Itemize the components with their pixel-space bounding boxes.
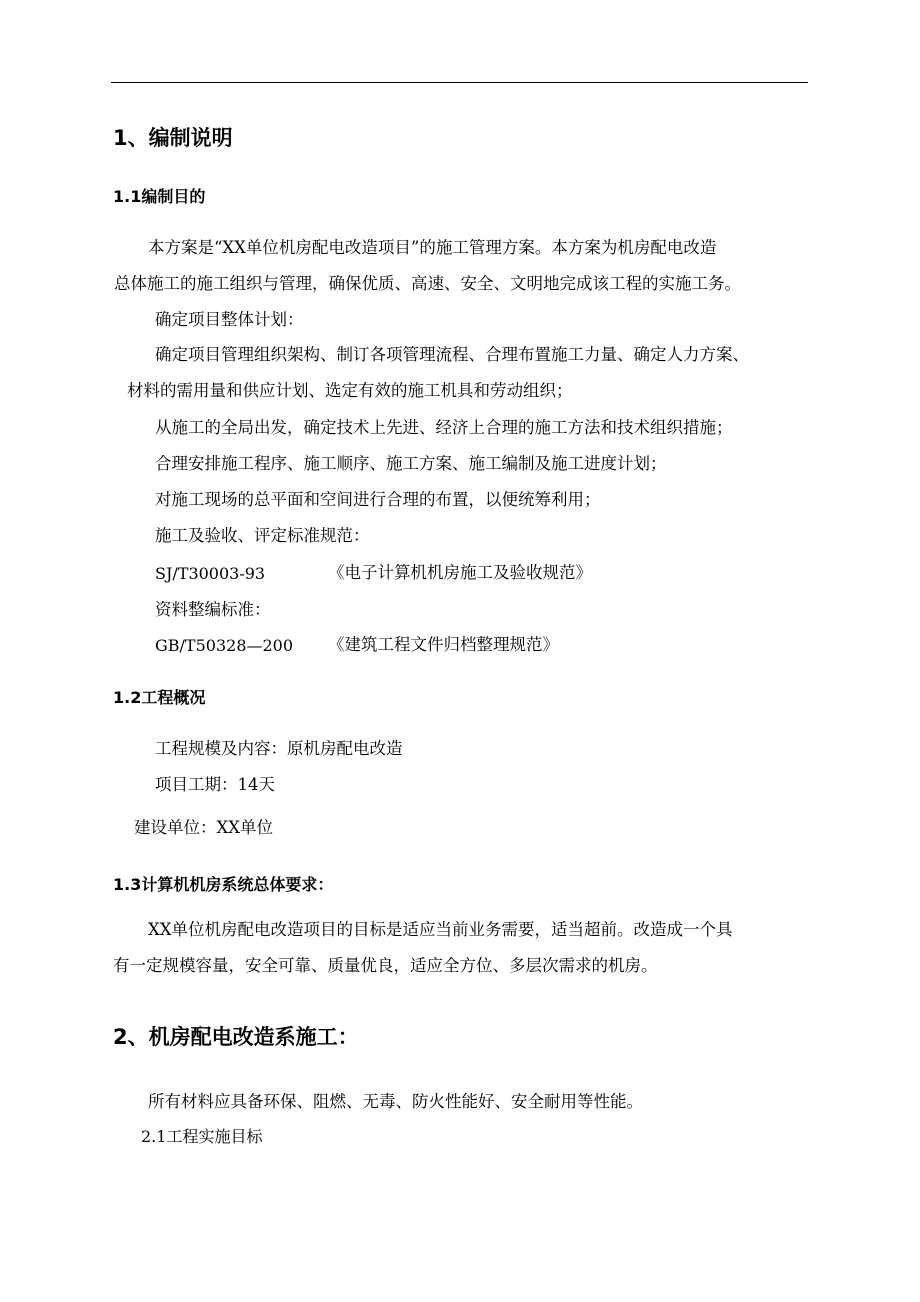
requirements-line-1: XX单位机房配电改造项目的目标是适应当前业务需要，适当超前。改造成一个具 bbox=[148, 920, 733, 939]
arrangement-line: 合理安排施工程序、施工顺序、施工方案、施工编制及施工进度计划； bbox=[155, 454, 667, 473]
standards-label: 施工及验收、评定标准规范： bbox=[155, 526, 370, 545]
standard-1-title: 《电子计算机机房施工及验收规范》 bbox=[328, 563, 592, 582]
plan-line-2: 材料的需用量和供应计划、选定有效的施工机具和劳动组织； bbox=[127, 381, 573, 400]
section-1-2-heading: 1.2工程概况 bbox=[113, 688, 206, 707]
plan-line-1: 确定项目管理组织架构、制订各项管理流程、合理布置施工力量、确定人力方案、 bbox=[155, 345, 749, 364]
intro-paragraph-line-2: 总体施工的施工组织与管理，确保优质、高速、安全、文明地完成该工程的实施工务。 bbox=[114, 274, 741, 293]
project-duration: 项目工期：14天 bbox=[155, 775, 275, 794]
plan-label: 确定项目整体计划： bbox=[155, 310, 304, 329]
site-layout-line: 对施工现场的总平面和空间进行合理的布置，以便统筹利用； bbox=[155, 490, 601, 509]
header-rule bbox=[111, 82, 808, 83]
standard-2-code: GB/T50328—200 bbox=[155, 636, 294, 655]
section-1-3-heading: 1.3计算机机房系统总体要求： bbox=[113, 875, 334, 894]
standard-2-title: 《建筑工程文件归档整理规范》 bbox=[328, 635, 559, 654]
section-1-heading: 1、编制说明 bbox=[113, 126, 233, 150]
global-approach-line: 从施工的全局出发，确定技术上先进、经济上合理的施工方法和技术组织措施； bbox=[155, 418, 733, 437]
builder-unit: 建设单位：XX单位 bbox=[134, 818, 273, 837]
project-scope: 工程规模及内容：原机房配电改造 bbox=[155, 739, 403, 758]
docs-standard-label: 资料整编标准： bbox=[155, 600, 271, 619]
materials-requirement: 所有材料应具备环保、阻燃、无毒、防火性能好、安全耐用等性能。 bbox=[148, 1092, 643, 1111]
intro-paragraph-line-1: 本方案是“XX单位机房配电改造项目”的施工管理方案。本方案为机房配电改造 bbox=[148, 238, 717, 257]
requirements-line-2: 有一定规模容量，安全可靠、质量优良，适应全方位、多层次需求的机房。 bbox=[113, 956, 658, 975]
section-2-1-heading: 2.1工程实施目标 bbox=[141, 1127, 263, 1146]
section-1-1-heading: 1.1编制目的 bbox=[113, 187, 206, 206]
standard-1-code: SJ/T30003-93 bbox=[155, 564, 266, 583]
section-2-heading: 2、机房配电改造系施工： bbox=[113, 1025, 359, 1049]
